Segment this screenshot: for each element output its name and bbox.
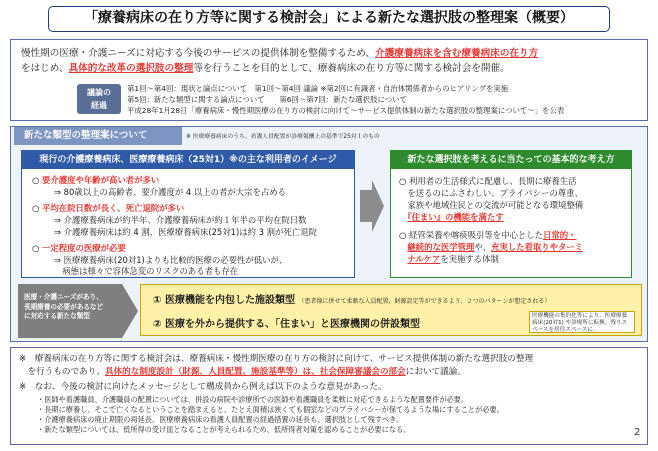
options-box [140,284,642,336]
history-label-line2: 経過 [91,101,107,110]
option-note: （患者像に併せて柔軟な人員配置、財源設定等ができるよう、２つのパターンが想定される） [298,298,551,305]
note-line: ※ なお、今後の検討に向けたメッセージとして構成員から例えば以下のような意見があった。 [19,382,387,392]
gray-arrow-text [24,293,114,322]
option-title: 医療機能を内包した施設類型 [164,295,295,306]
page-title: 「療養病床の在り方等に関する検討会」による新たな選択肢の整理案（概要） [48,6,610,32]
approach-line: を送るのにふさわしい、プライバシーの尊重、 [399,188,583,198]
intro-box [10,39,648,121]
item-title: 一定程度の医療が必要 [41,243,126,253]
item-detail: ⇒ 介護療養病床が約半年、介護療養病床が約１年半の平均在院日数 [54,215,307,225]
page-number: 2 [634,427,641,438]
bullet-mark: ○ [32,203,40,213]
item-detail: ⇒ 介護療養病床は約 4 割、医療療養病床(25対1)は約 3 割が死亡退院 [54,227,317,237]
note-text: を行うものであり、 [19,367,105,377]
note-highlight: 具体的な制度設計（財源、人員配置、施設基準等）は、社会保障審議会の部会 [104,367,406,377]
option-side-note: 医療機能の集約化等により、医療療養病床(20対1) や診療所に転換。残りスペースを居住スペースに。 [529,311,635,333]
approach-highlight: 『住まい』の機能を満たす [407,212,504,222]
item-detail: 病態は様々で容体急変のリスクのある者も存在 [54,266,239,276]
history-label-line1: 議論の [87,88,111,97]
new-type-note: ※ 医療療養病床のうち、看護人員配置が診療報酬上の基準で25対１のもの [186,134,380,140]
bullet-mark: ○ [32,175,40,185]
approach-line: ○ 利用者の生活様式に配慮し、長期に療養生活 [399,176,577,186]
opinion-item: ・医師や看護職員、介護職員の配置については、併設の病院や診療所での医師や看護職員を柔軟に対応できるような配置要件が必要。 [37,395,469,404]
approach-line: ○ 経管栄養や喀痰吸引等を中心とした [399,230,543,240]
note-line: ※ 療養病床の在り方等に関する検討会は、療養病床・慢性期医療の在り方の検討に向けて、サービス提供体制の新たな選択肢の整理 [19,354,534,364]
intro-text [21,46,639,76]
gray-arrow-line: に対応する新たな類型 [24,312,90,320]
approach-highlight: ナルケア [407,254,441,264]
intro-line2-end: 等を行うことを目的として、療養病床の在り方等に関する検討会を開催。 [193,63,510,74]
history-label [77,84,121,114]
approach-highlight: 継続的な医学管理 [407,242,475,252]
intro-line2: をはじめ、 [21,63,69,74]
item-title: 要介護度や年齢が高い者が多い [41,175,160,185]
note-text: において議論。 [405,367,466,377]
intro-line1: 慢性期の医療・介護ニーズに対応する今後のサービスの提供体制を整備するため、 [21,48,376,59]
bullet-mark: ○ [32,243,40,253]
option-1 [153,291,550,306]
opinion-item: ・介護療養病床の廃止期限の再延長、医療療養病床の看護人員配置の経過措置の延長も、選択肢として残すべき。 [37,415,404,424]
current-users-heading: 現行の介護療養病床、医療療養病床（25対1）※の主な利用者のイメージ [22,151,354,169]
approach-point-1 [399,175,583,223]
option-number: ② [153,319,162,330]
intro-highlight-2: 具体的な改革の選択肢の整理 [68,63,194,74]
basic-approach-panel [390,150,632,278]
approach-line: 家族や地域住民との交流が可能となる環境整備 [399,200,584,210]
approach-line: や、 [474,242,491,252]
option-2 [153,315,420,330]
list-item [32,203,184,214]
opinion-item: ・長期に療養し、そこで亡くなるということを踏まえると、たとえ面積は狭くても個室などのプライバシーが保てるような場にすることが必要。 [37,405,504,414]
note-line [19,366,466,378]
approach-highlight: 日常的・ [542,230,577,240]
new-type-tab: 新たな類型の整理案について [14,127,182,145]
notes-box [10,347,648,445]
list-item [32,243,126,254]
approach-line: を実施する体制 [440,254,499,264]
item-detail: ⇒ 80歳以上の高齢者、要介護度が 4 以上の者が大宗を占める [54,187,286,197]
list-item [32,175,159,186]
history-line: 第5回：新たな類型に関する論点について 第6回～第7回：新たな選択肢について [127,95,407,104]
history-line: 平成28年1月28日「療養病床・慢性期医療の在り方の検討に向けて～サービス提供体制の新たな選択肢の整理案について～」を公表 [127,106,565,115]
item-detail: ⇒ 医療療養病床(20対1)よりも比較的医療の必要性が低いが、 [54,255,288,265]
right-arrow-icon [360,180,384,232]
current-users-panel [21,150,355,278]
basic-approach-heading: 新たな選択肢を考えるに当たっての基本的な考え方 [391,151,631,169]
approach-point-2 [399,229,583,265]
history-line: 第1回～第4回：現状と論点について 第1回～第4回 議論 ※第2回に有識者・自治体関係者からのヒアリングを実施 [127,84,509,93]
option-number: ① [153,295,162,306]
item-title: 平均在院日数が長く、死亡退院が多い [41,203,185,213]
history-text [127,83,564,116]
option-title: 医療を外から提供する、「住まい」と医療機関の併設類型 [164,319,420,330]
approach-highlight: 充実した看取りやターミ [490,242,584,252]
gray-arrow-line: 長期療養の必要があるなど [24,302,104,311]
opinion-item: ・新たな類型については、低所得の受け皿となることが考えられるため、低所得者対策を認めることが必要になる。 [37,425,411,434]
intro-highlight-1: 介護療養病床を含む療養病床の在り方 [375,48,539,59]
gray-arrow-line: 医療・介護ニーズがあり、 [24,293,103,301]
